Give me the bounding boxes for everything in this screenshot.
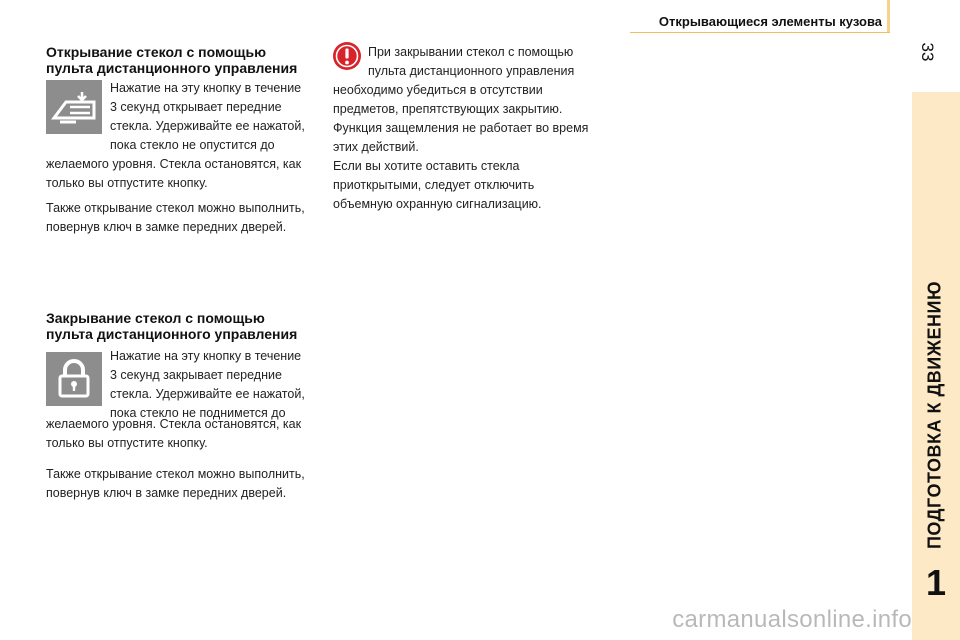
close-section-title: Закрывание стекол с помощью пульта дистанционного управления [46, 310, 298, 342]
header-accent [887, 0, 890, 32]
close-alternative-text: Также открывание стекол можно выполнить, повернув ключ в замке передних дверей. [46, 467, 305, 500]
chapter-title [911, 280, 959, 550]
padlock-icon [46, 352, 102, 406]
open-section-title: Открывание стекол с помощью пульта дистанционного управления [46, 44, 298, 76]
watermark: carmanualsonline.info [672, 606, 912, 633]
page-number: 33 [918, 42, 937, 62]
close-instruction-text: Нажатие на эту кнопку в течение 3 секунд закрывает передние стекла. Удерживайте ее нажатой, пока стекло не поднимется до [110, 349, 305, 420]
open-instruction-continuation: желаемого уровня. Стекла остановятся, как только вы отпустите кнопку. [46, 157, 302, 190]
open-instruction-text: Нажатие на эту кнопку в течение 3 секунд открывает передние стекла. Удерживайте ее нажатой, пока стекло не опустится до [110, 81, 305, 152]
warning-icon [331, 40, 363, 72]
open-alternative-text: Также открывание стекол можно выполнить, повернув ключ в замке передних дверей. [46, 201, 305, 234]
page-header-title: Открывающиеся элементы кузова [658, 14, 882, 29]
warning-text-body: необходимо убедиться в отсутствии предметов, препятствующих закрытию. Функция защемления не работает во время этих действий. Если вы хотите оставить стекла приоткрытыми, следует отключить объемную охранную сигнализацию. [333, 83, 589, 211]
warning-text-intro: При закрывании стекол с помощью пульта дистанционного управления [368, 45, 575, 78]
chapter-number: 1 [925, 562, 947, 603]
close-instruction-continuation: желаемого уровня. Стекла остановятся, как только вы отпустите кнопку. [46, 417, 302, 450]
chapter-title-text: ПОДГОТОВКА К ДВИЖЕНИЮ [924, 280, 945, 550]
window-open-icon [46, 80, 102, 134]
